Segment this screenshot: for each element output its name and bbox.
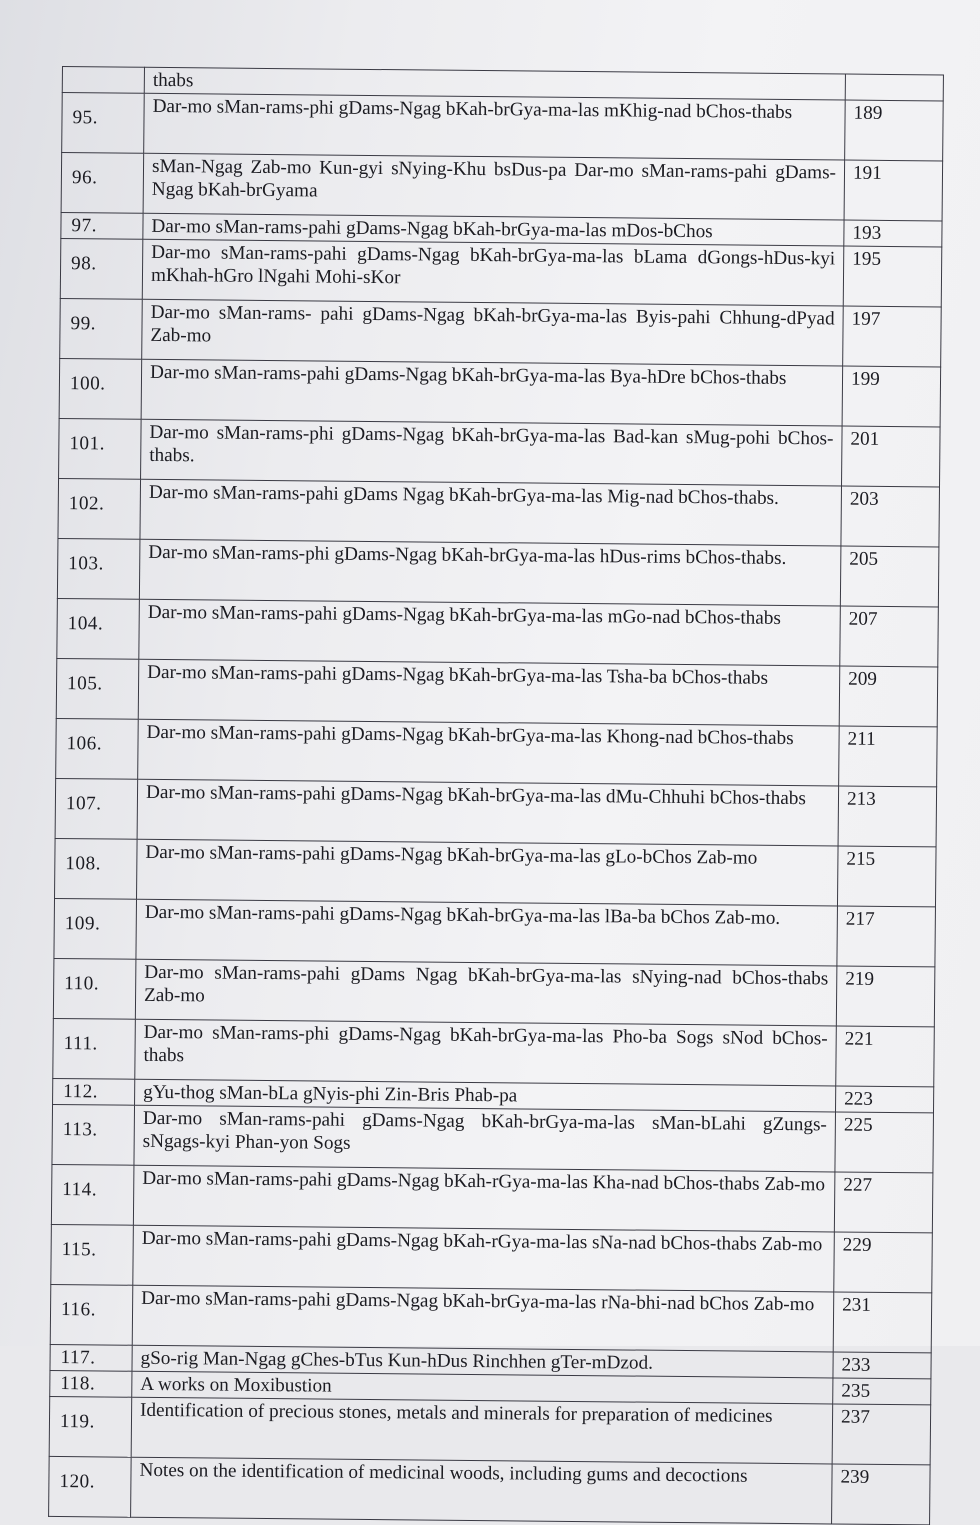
- entry-title: thabs: [144, 67, 845, 100]
- entry-page: 189: [845, 100, 944, 161]
- entry-number: 108.: [55, 838, 138, 899]
- entry-page: 193: [844, 220, 942, 247]
- entry-page: 203: [841, 486, 940, 547]
- entry-number: 120.: [49, 1456, 132, 1517]
- entry-number: 106.: [56, 718, 139, 779]
- table-row: [54, 898, 936, 966]
- entry-page: [845, 74, 943, 101]
- table-row: [58, 478, 940, 546]
- entry-page: 233: [833, 1352, 931, 1379]
- table-row: [53, 958, 935, 1026]
- entry-title: Dar-mo sMan-rams-pahi gDams-Ngag bKah-brGya-ma-las dMu-Chhuhi bChos-thabs: [137, 779, 839, 846]
- entry-title: Dar-mo sMan-rams-pahi gDams-Ngag bKah-brGya-ma-las mDos-bChos: [143, 213, 844, 246]
- entry-page: 207: [840, 606, 939, 667]
- entry-number: 114.: [51, 1164, 134, 1225]
- entry-number: 116.: [50, 1284, 133, 1345]
- entry-number: 111.: [53, 1018, 136, 1079]
- entry-number: [62, 67, 144, 94]
- table-row: [59, 358, 941, 426]
- entry-number: 96.: [61, 153, 144, 214]
- entry-number: 117.: [50, 1344, 132, 1371]
- entry-title: Dar-mo sMan-rams-pahi gDams Ngag bKah-brGya-ma-las Mig-nad bChos-thabs.: [140, 479, 842, 546]
- entry-title: Dar-mo sMan-rams-pahi gDams-Ngag bKah-brGya-ma-las lBa-ba bChos Zab-mo.: [136, 899, 838, 966]
- entry-title: Dar-mo sMan-rams-pahi gDams-Ngag bKah-brGya-ma-las sMan-bLahi gZungs-sNgags-kyi Phan-yon Sogs: [134, 1105, 836, 1172]
- table-row: [49, 1456, 931, 1524]
- entry-number: 98.: [60, 238, 143, 299]
- entry-number: 112.: [53, 1078, 135, 1105]
- entry-page: 217: [837, 906, 936, 967]
- entry-title: sMan-Ngag Zab-mo Kun-gyi sNying-Khu bsDus-pa Dar-mo sMan-rams-pahi gDams-Ngag bKah-brGyama: [143, 153, 845, 220]
- table-row: [61, 153, 943, 221]
- entry-title: Dar-mo sMan-rams-pahi gDams-Ngag bKah-brGya-ma-las gLo-bChos Zab-mo: [137, 839, 839, 906]
- entry-title: Dar-mo sMan-rams-pahi gDams-Ngag bKah-brGya-ma-las Tsha-ba bChos-thabs: [138, 659, 840, 726]
- table-row: [60, 238, 942, 306]
- table-row: [55, 838, 937, 906]
- entry-title: Dar-mo sMan-rams-pahi gDams-Ngag bKah-rGya-ma-las Kha-nad bChos-thabs Zab-mo: [133, 1165, 835, 1232]
- table-row: [51, 1164, 933, 1232]
- entry-number: 99.: [60, 298, 143, 359]
- entry-number: 104.: [57, 598, 140, 659]
- table-row: [56, 658, 938, 726]
- entry-number: 102.: [58, 478, 141, 539]
- table-row: [56, 718, 938, 786]
- entry-title: Dar-mo sMan-rams-phi gDams-Ngag bKah-brGya-ma-las hDus-rims bChos-thabs.: [139, 539, 841, 606]
- entry-title: Dar-mo sMan-rams-pahi gDams-Ngag bKah-rGya-ma-las sNa-nad bChos-thabs Zab-mo: [133, 1225, 835, 1292]
- entry-page: 199: [842, 366, 941, 427]
- entry-title: Dar-mo sMan-rams- pahi gDams-Ngag bKah-brGya-ma-las Byis-pahi Chhung-dPyad Zab-mo: [142, 299, 844, 366]
- table-row: [52, 1104, 934, 1172]
- table-row: [57, 538, 939, 606]
- entry-page: 197: [843, 306, 942, 367]
- table-row: [49, 1396, 931, 1464]
- entry-page: 235: [833, 1378, 931, 1405]
- table-row: [55, 778, 937, 846]
- entry-number: 105.: [56, 658, 139, 719]
- index-table-body: [49, 67, 944, 1525]
- entry-number: 115.: [51, 1224, 134, 1285]
- index-table-container: [48, 66, 944, 1525]
- entry-number: 101.: [59, 418, 142, 479]
- entry-page: 211: [839, 726, 938, 787]
- entry-number: 103.: [57, 538, 140, 599]
- index-table: [48, 66, 944, 1525]
- entry-title: Dar-mo sMan-rams-pahi gDams-Ngag bKah-brGya-ma-las Bya-hDre bChos-thabs: [141, 359, 843, 426]
- entry-page: 209: [839, 666, 938, 727]
- entry-number: 100.: [59, 358, 142, 419]
- entry-page: 213: [838, 786, 937, 847]
- entry-number: 110.: [53, 958, 136, 1019]
- entry-page: 223: [835, 1086, 933, 1113]
- entry-page: 219: [836, 966, 935, 1027]
- entry-page: 225: [835, 1112, 934, 1173]
- entry-page: 221: [836, 1026, 935, 1087]
- entry-page: 239: [832, 1464, 931, 1525]
- entry-title: Dar-mo sMan-rams-pahi gDams-Ngag bKah-brGya-ma-las bLama dGongs-hDus-kyi mKhah-hGro lNgahi Mohi-sKor: [142, 239, 844, 306]
- entry-page: 229: [834, 1232, 933, 1293]
- table-row: [50, 1284, 932, 1352]
- entry-page: 201: [842, 426, 941, 487]
- entry-number: 113.: [52, 1104, 135, 1165]
- table-row: [57, 598, 939, 666]
- entry-title: gSo-rig Man-Ngag gChes-bTus Kun-hDus Rinchhen gTer-mDzod.: [132, 1345, 833, 1378]
- entry-page: 227: [834, 1172, 933, 1233]
- entry-number: 97.: [61, 212, 143, 239]
- table-row: [60, 298, 942, 366]
- entry-page: 195: [843, 246, 942, 307]
- entry-title: Dar-mo sMan-rams-pahi gDams Ngag bKah-brGya-ma-las sNying-nad bChos-thabs Zab-mo: [135, 959, 837, 1026]
- entry-number: 107.: [55, 778, 138, 839]
- entry-title: Notes on the identification of medicinal woods, including gums and decoctions: [131, 1457, 833, 1524]
- entry-page: 231: [833, 1292, 932, 1353]
- entry-title: Dar-mo sMan-rams-pahi gDams-Ngag bKah-brGya-ma-las Khong-nad bChos-thabs: [138, 719, 840, 786]
- entry-page: 191: [844, 160, 943, 221]
- entry-title: A works on Moxibustion: [132, 1371, 833, 1404]
- entry-page: 215: [837, 846, 936, 907]
- entry-page: 205: [840, 546, 939, 607]
- table-row: [53, 1018, 935, 1086]
- entry-title: Identification of precious stones, metals and minerals for preparation of medicines: [131, 1397, 833, 1464]
- entry-page: 237: [832, 1404, 931, 1465]
- entry-title: gYu-thog sMan-bLa gNyis-phi Zin-Bris Phab-pa: [135, 1079, 836, 1112]
- entry-number: 119.: [49, 1396, 132, 1457]
- table-row: [51, 1224, 933, 1292]
- entry-title: Dar-mo sMan-rams-pahi gDams-Ngag bKah-brGya-ma-las mGo-nad bChos-thabs: [139, 599, 841, 666]
- entry-title: Dar-mo sMan-rams-phi gDams-Ngag bKah-brGya-ma-las Bad-kan sMug-pohi bChos-thabs.: [141, 419, 843, 486]
- table-row: [62, 93, 944, 161]
- table-row: [59, 418, 941, 486]
- entry-number: 109.: [54, 898, 137, 959]
- entry-title: Dar-mo sMan-rams-phi gDams-Ngag bKah-brGya-ma-las mKhig-nad bChos-thabs: [144, 93, 846, 160]
- entry-title: Dar-mo sMan-rams-phi gDams-Ngag bKah-brGya-ma-las Pho-ba Sogs sNod bChos-thabs: [135, 1019, 837, 1086]
- entry-number: 118.: [50, 1370, 132, 1397]
- entry-number: 95.: [62, 93, 145, 154]
- entry-title: Dar-mo sMan-rams-pahi gDams-Ngag bKah-brGya-ma-las rNa-bhi-nad bChos Zab-mo: [132, 1285, 834, 1352]
